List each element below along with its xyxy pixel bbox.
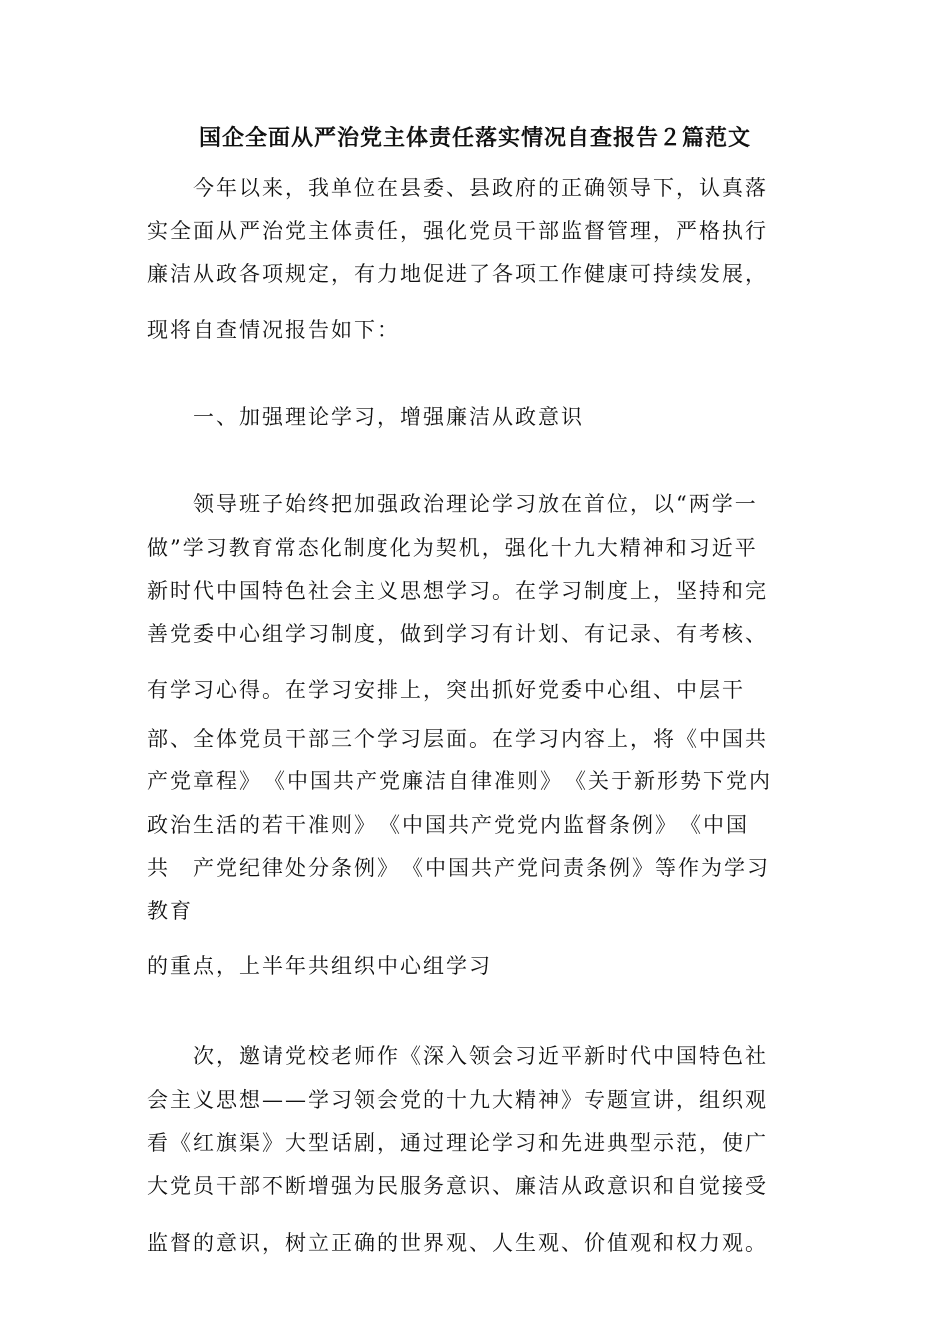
paragraph-line: 善党委中心组学习制度，做到学习有计划、有记录、有考核、 [147, 622, 768, 646]
paragraph-line: 领导班子始终把加强政治理论学习放在首位，以“两学一 [147, 492, 758, 516]
paragraph-line: 今年以来，我单位在县委、县政府的正确领导下，认真落 [147, 176, 768, 200]
paragraph-line: 教育 [147, 899, 193, 923]
paragraph-line: 新时代中国特色社会主义思想学习。在学习制度上，坚持和完 [147, 579, 768, 603]
paragraph-line: 实全面从严治党主体责任，强化党员干部监督管理，严格执行 [147, 219, 768, 243]
paragraph-line: 的重点，上半年共组织中心组学习 [147, 954, 492, 978]
paragraph-line: 做”学习教育常态化制度化为契机，强化十九大精神和习近平 [147, 536, 758, 560]
paragraph-line: 大党员干部不断增强为民服务意识、廉洁从政意识和自觉接受 [147, 1174, 768, 1198]
paragraph-line: 产党章程》 《中国共产党廉洁自律准则》 《关于新形势下党内 [147, 769, 772, 793]
paragraph-line: 政治生活的若干准则》 《中国共产党党内监督条例》 《中国 [147, 813, 749, 837]
paragraph-line: 看《红旗渠》大型话剧，通过理论学习和先进典型示范，使广 [147, 1131, 768, 1155]
paragraph-line: 次，邀请党校老师作《深入领会习近平新时代中国特色社 [147, 1044, 768, 1068]
paragraph-line: 廉洁从政各项规定，有力地促进了各项工作健康可持续发展， [147, 262, 768, 286]
paragraph-line: 部、全体党员干部三个学习层面。在学习内容上，将《中国共 [147, 727, 768, 751]
paragraph-line: 现将自查情况报告如下： [147, 318, 400, 342]
paragraph-line: 有学习心得。在学习安排上，突出抓好党委中心组、中层干 [147, 678, 745, 702]
paragraph-line: 会主义思想——学习领会党的十九大精神》专题宣讲，组织观 [147, 1088, 768, 1112]
section-heading: 一、加强理论学习，增强廉洁从政意识 [147, 405, 584, 429]
paragraph-line: 共 产党纪律处分条例》 《中国共产党问责条例》等作为学习 [147, 856, 770, 880]
paragraph-line: 监督的意识，树立正确的世界观、人生观、价值观和权力观。 [147, 1231, 768, 1255]
document-title: 国企全面从严治党主体责任落实情况自查报告２篇范文 [198, 126, 751, 151]
